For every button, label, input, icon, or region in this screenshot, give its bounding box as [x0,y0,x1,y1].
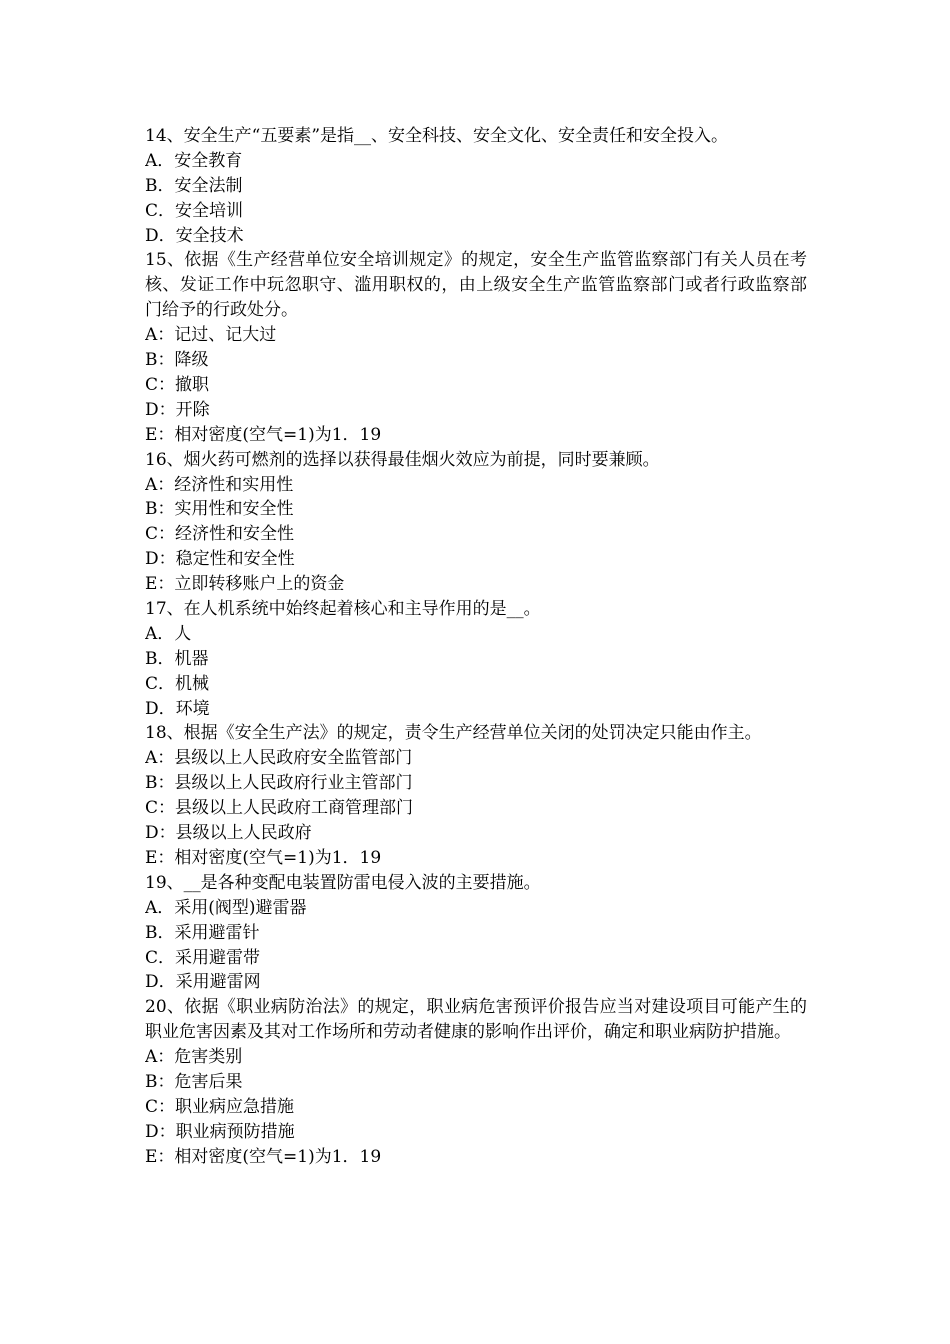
question-18 [145,721,807,870]
option-d: D．采用避雷网 [145,972,261,993]
question-stem: 19、__是各种变配电装置防雷电侵入波的主要措施。 [145,872,541,893]
option-a: A：危害类别 [145,1047,243,1068]
option-d: D．环境 [145,698,210,719]
question-15 [145,248,807,447]
question-16 [145,448,807,597]
option-e: E：相对密度(空气=1)为1．19 [145,847,382,868]
option-c: C：职业病应急措施 [145,1096,295,1117]
document-page [145,124,807,1170]
option-c: C．安全培训 [145,200,244,221]
option-a: A．人 [145,623,192,644]
option-d: D：开除 [145,399,210,420]
option-b: B．采用避雷针 [145,922,260,943]
question-14 [145,124,807,248]
option-d: D：县级以上人民政府 [145,823,312,844]
option-b: B：实用性和安全性 [145,499,294,520]
question-19 [145,871,807,995]
option-d: D：职业病预防措施 [145,1121,295,1142]
option-b: B．安全法制 [145,175,243,196]
option-a: A．采用(阀型)避雷器 [145,897,307,918]
option-a: A．安全教育 [145,150,243,171]
option-c: C．机械 [145,673,210,694]
option-d: D．安全技术 [145,225,244,246]
option-a: A：记过、记大过 [145,325,277,346]
option-c: C：经济性和安全性 [145,524,295,545]
question-stem: 16、烟火药可燃剂的选择以获得最佳烟火效应为前提，同时要兼顾。 [145,449,660,470]
option-c: C．采用避雷带 [145,947,261,968]
option-b: B：危害后果 [145,1072,243,1092]
question-stem: 18、根据《安全生产法》的规定，责令生产经营单位关闭的处罚决定只能由作主。 [145,723,762,744]
option-c: C：县级以上人民政府工商管理部门 [145,798,414,819]
option-e: E：相对密度(空气=1)为1．19 [145,1146,382,1167]
option-b: B：县级以上人民政府行业主管部门 [145,773,413,794]
question-stem: 14、安全生产“五要素”是指__、安全科技、安全文化、安全责任和安全投入。 [145,126,729,146]
option-c: C：撤职 [145,374,210,395]
question-17 [145,597,807,721]
option-e: E：相对密度(空气=1)为1．19 [145,424,382,445]
option-b: B．机器 [145,648,209,669]
option-a: A：经济性和实用性 [145,474,294,495]
option-d: D：稳定性和安全性 [145,549,295,570]
option-a: A：县级以上人民政府安全监管部门 [145,748,413,769]
option-b: B：降级 [145,350,209,371]
option-e: E：立即转移账户上的资金 [145,574,345,595]
question-stem: 15、依据《生产经营单位安全培训规定》的规定，安全生产监管监察部门有关人员在考核、发证工作中玩忽职守、滥用职权的，由上级安全生产监管监察部门或者行政监察部门给予的行政处分。 [145,250,807,321]
question-20 [145,995,807,1169]
question-stem: 17、在人机系统中始终起着核心和主导作用的是__。 [145,599,541,619]
question-stem: 20、依据《职业病防治法》的规定，职业病危害预评价报告应当对建设项目可能产生的职业危害因素及其对工作场所和劳动者健康的影响作出评价，确定和职业病防护措施。 [145,997,807,1043]
